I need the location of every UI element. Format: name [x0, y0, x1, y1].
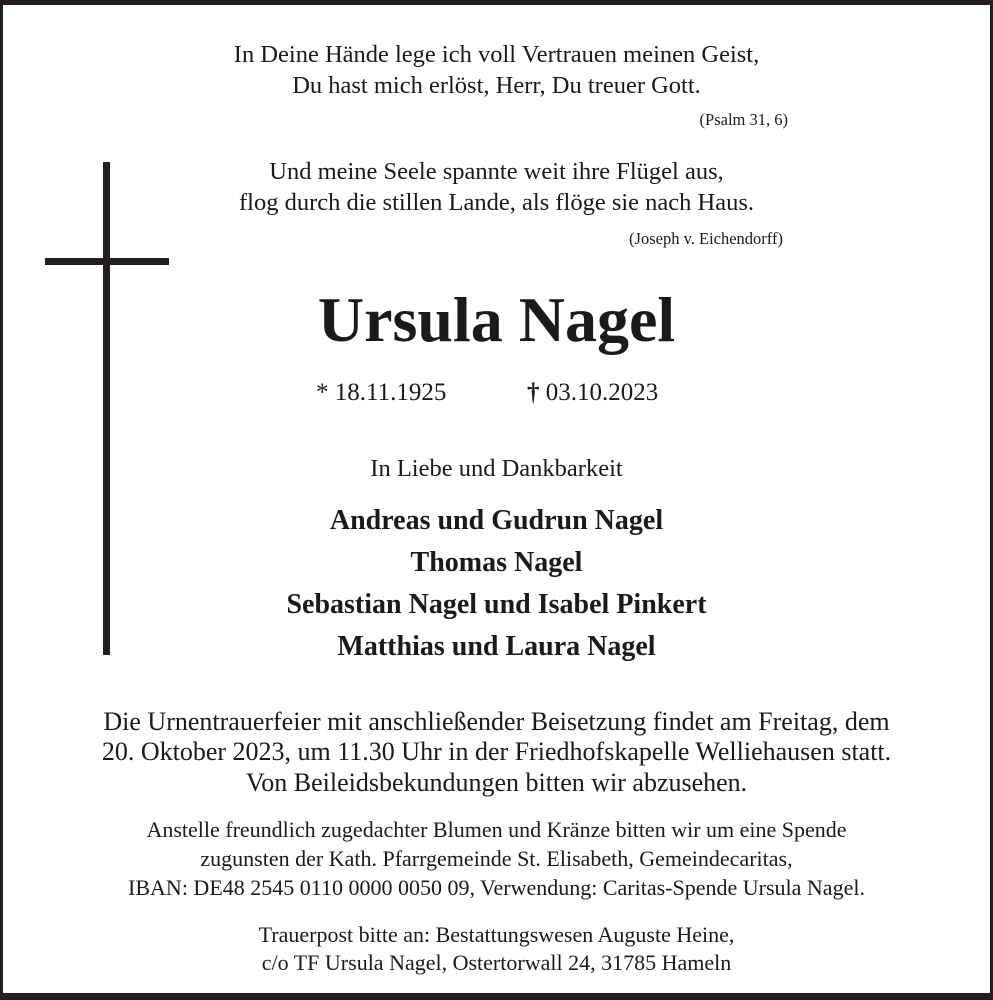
mourner: Sebastian Nagel und Isabel Pinkert [286, 589, 707, 620]
donation-line: IBAN: DE48 2545 0110 0000 0050 09, Verwendung: Caritas-Spende Ursula Nagel. [128, 875, 865, 900]
mail-address-line: c/o TF Ursula Nagel, Ostertorwall 24, 31785 Hameln [261, 950, 732, 975]
cross-vertical-beam [103, 162, 110, 655]
quote2-source: (Joseph v. Eichendorff) [629, 229, 783, 248]
donation-line: Anstelle freundlich zugedachter Blumen und Kränze bitten wir um eine Spende [146, 817, 847, 842]
dedication: In Liebe und Dankbarkeit [370, 455, 623, 482]
donation-line: zugunsten der Kath. Pfarrgemeinde St. Elisabeth, Gemeindecaritas, [200, 846, 793, 871]
dagger-icon: † [527, 379, 540, 406]
quote1-line: In Deine Hände lege ich voll Vertrauen meinen Geist, [233, 41, 760, 68]
quote2-line: Und meine Seele spannte weit ihre Flügel aus, [269, 158, 724, 185]
mail-address-line: Trauerpost bitte an: Bestattungswesen Auguste Heine, [258, 922, 735, 947]
ceremony-line: Von Beileidsbekundungen bitten wir abzusehen. [245, 768, 748, 797]
death-date: 03.10.2023 [545, 379, 659, 406]
quote1-line: Du hast mich erlöst, Herr, Du treuer Gott. [292, 72, 701, 99]
deceased-name: Ursula Nagel [317, 284, 676, 355]
birth-date: * 18.11.1925 [316, 379, 447, 406]
ceremony-line: Die Urnentrauerfeier mit anschließender Beisetzung findet am Freitag, dem [103, 707, 890, 736]
mourner: Matthias und Laura Nagel [337, 631, 656, 662]
quote1-source: (Psalm 31, 6) [699, 110, 788, 129]
mourner: Thomas Nagel [410, 547, 583, 578]
mourner: Andreas und Gudrun Nagel [329, 505, 664, 536]
cross-horizontal-beam [45, 258, 169, 265]
ceremony-line: 20. Oktober 2023, um 11.30 Uhr in der Friedhofskapelle Welliehausen statt. [101, 737, 892, 766]
quote2-line: flog durch die stillen Lande, als flöge sie nach Haus. [238, 189, 755, 216]
death-date-group [527, 377, 658, 409]
